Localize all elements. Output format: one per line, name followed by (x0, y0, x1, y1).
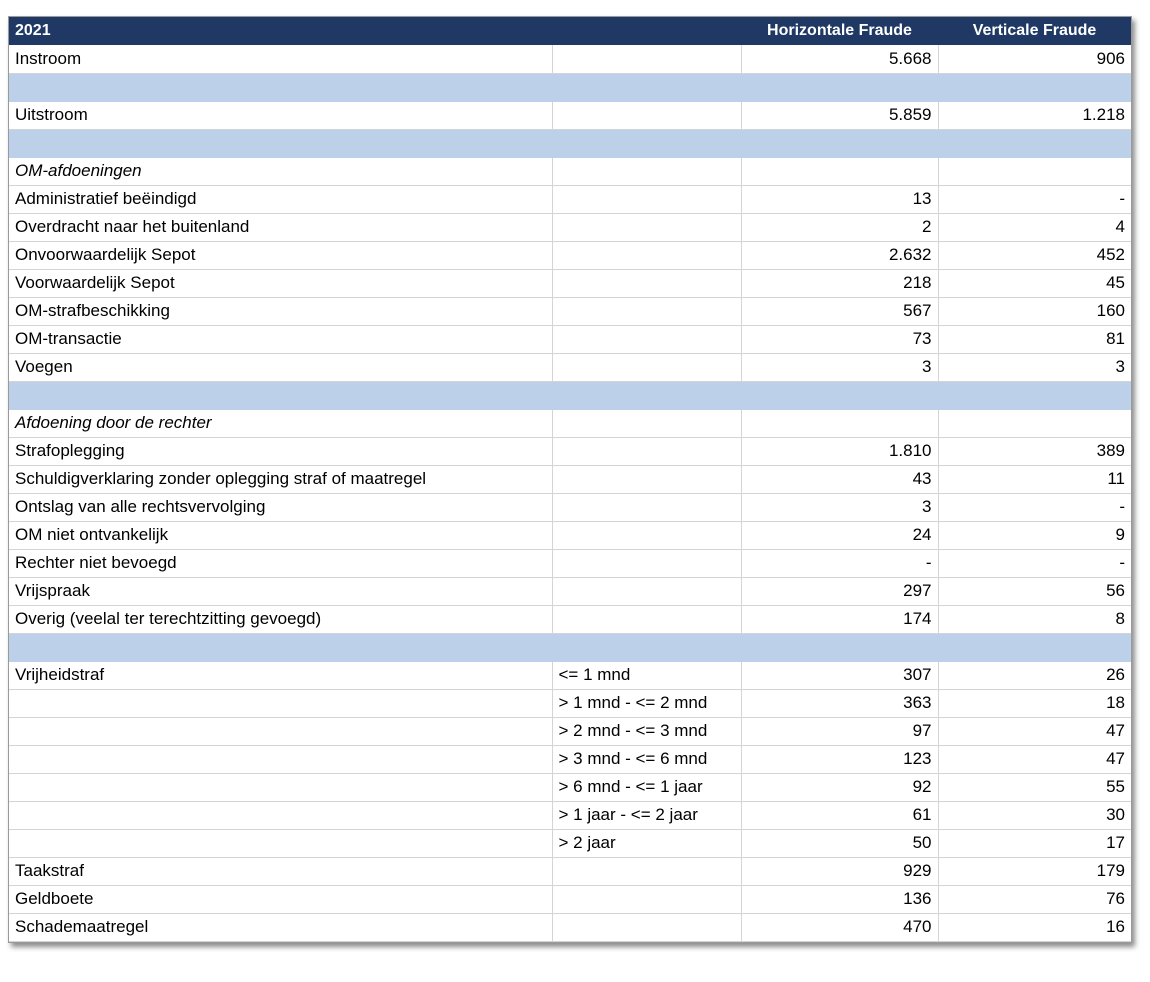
row-subcategory (552, 521, 741, 549)
row-label: Taakstraf (9, 857, 552, 885)
value-verticale-fraude: 11 (938, 465, 1131, 493)
row-subcategory (552, 885, 741, 913)
separator-cell (741, 633, 938, 661)
fraud-statistics-table (9, 17, 1131, 942)
value-horizontale-fraude: 174 (741, 605, 938, 633)
value-verticale-fraude: - (938, 185, 1131, 213)
separator-row (9, 73, 1131, 101)
value-horizontale-fraude: 3 (741, 353, 938, 381)
value-horizontale-fraude: 929 (741, 857, 938, 885)
header-year: 2021 (9, 17, 552, 45)
table-row (9, 521, 1131, 549)
row-subcategory (552, 45, 741, 73)
row-label: Administratief beëindigd (9, 185, 552, 213)
row-subcategory (552, 913, 741, 941)
table-body (9, 45, 1131, 941)
value-horizontale-fraude: 363 (741, 689, 938, 717)
value-verticale-fraude: 179 (938, 857, 1131, 885)
value-verticale-fraude: - (938, 493, 1131, 521)
table-row (9, 437, 1131, 465)
value-verticale-fraude: 389 (938, 437, 1131, 465)
value-horizontale-fraude (741, 409, 938, 437)
row-label (9, 689, 552, 717)
value-verticale-fraude: 30 (938, 801, 1131, 829)
value-verticale-fraude: - (938, 549, 1131, 577)
separator-cell (938, 381, 1131, 409)
table-row (9, 689, 1131, 717)
value-horizontale-fraude: 43 (741, 465, 938, 493)
separator-row (9, 633, 1131, 661)
separator-cell (938, 129, 1131, 157)
value-verticale-fraude: 906 (938, 45, 1131, 73)
table-row (9, 745, 1131, 773)
row-subcategory: > 6 mnd - <= 1 jaar (552, 773, 741, 801)
row-label: Geldboete (9, 885, 552, 913)
value-verticale-fraude: 45 (938, 269, 1131, 297)
separator-cell (741, 381, 938, 409)
value-horizontale-fraude: 307 (741, 661, 938, 689)
row-label: Voorwaardelijk Sepot (9, 269, 552, 297)
value-verticale-fraude (938, 409, 1131, 437)
row-subcategory (552, 409, 741, 437)
value-verticale-fraude (938, 157, 1131, 185)
separator-cell (552, 73, 741, 101)
value-verticale-fraude: 16 (938, 913, 1131, 941)
value-horizontale-fraude: 136 (741, 885, 938, 913)
row-label: Overdracht naar het buitenland (9, 213, 552, 241)
row-label: Vrijheidstraf (9, 661, 552, 689)
value-verticale-fraude: 47 (938, 717, 1131, 745)
value-verticale-fraude: 1.218 (938, 101, 1131, 129)
separator-cell (741, 73, 938, 101)
value-horizontale-fraude: 13 (741, 185, 938, 213)
row-label: Uitstroom (9, 101, 552, 129)
row-subcategory (552, 577, 741, 605)
table-row (9, 913, 1131, 941)
row-subcategory (552, 269, 741, 297)
value-horizontale-fraude: 470 (741, 913, 938, 941)
table-row (9, 661, 1131, 689)
value-verticale-fraude: 55 (938, 773, 1131, 801)
value-verticale-fraude: 56 (938, 577, 1131, 605)
separator-cell (938, 73, 1131, 101)
separator-cell (552, 381, 741, 409)
table-row (9, 773, 1131, 801)
value-verticale-fraude: 452 (938, 241, 1131, 269)
table-row (9, 269, 1131, 297)
table-row (9, 885, 1131, 913)
value-verticale-fraude: 8 (938, 605, 1131, 633)
value-horizontale-fraude: 2.632 (741, 241, 938, 269)
separator-cell (552, 129, 741, 157)
row-label: OM-afdoeningen (9, 157, 552, 185)
row-subcategory (552, 185, 741, 213)
row-label (9, 829, 552, 857)
value-horizontale-fraude: 218 (741, 269, 938, 297)
row-subcategory: > 1 jaar - <= 2 jaar (552, 801, 741, 829)
row-subcategory (552, 605, 741, 633)
value-horizontale-fraude: 1.810 (741, 437, 938, 465)
row-subcategory (552, 325, 741, 353)
table-row (9, 857, 1131, 885)
row-label: Vrijspraak (9, 577, 552, 605)
table-row (9, 801, 1131, 829)
value-verticale-fraude: 18 (938, 689, 1131, 717)
table-row (9, 325, 1131, 353)
value-horizontale-fraude: 297 (741, 577, 938, 605)
table-row (9, 717, 1131, 745)
value-horizontale-fraude: 5.668 (741, 45, 938, 73)
row-subcategory (552, 353, 741, 381)
value-verticale-fraude: 17 (938, 829, 1131, 857)
row-subcategory (552, 549, 741, 577)
row-label: Rechter niet bevoegd (9, 549, 552, 577)
table-row (9, 549, 1131, 577)
row-subcategory: > 2 mnd - <= 3 mnd (552, 717, 741, 745)
row-label: Schademaatregel (9, 913, 552, 941)
value-horizontale-fraude: - (741, 549, 938, 577)
row-label: OM-transactie (9, 325, 552, 353)
row-subcategory: <= 1 mnd (552, 661, 741, 689)
table-row (9, 353, 1131, 381)
row-label: OM niet ontvankelijk (9, 521, 552, 549)
table-row (9, 45, 1131, 73)
value-verticale-fraude: 3 (938, 353, 1131, 381)
table-row (9, 577, 1131, 605)
table-row (9, 185, 1131, 213)
value-horizontale-fraude: 97 (741, 717, 938, 745)
value-horizontale-fraude: 92 (741, 773, 938, 801)
row-label: Schuldigverklaring zonder oplegging straf of maatregel (9, 465, 552, 493)
row-subcategory (552, 297, 741, 325)
section-header-row (9, 157, 1131, 185)
row-subcategory (552, 437, 741, 465)
value-horizontale-fraude: 2 (741, 213, 938, 241)
value-horizontale-fraude (741, 157, 938, 185)
value-horizontale-fraude: 123 (741, 745, 938, 773)
value-verticale-fraude: 76 (938, 885, 1131, 913)
row-label: Voegen (9, 353, 552, 381)
table-row (9, 605, 1131, 633)
row-subcategory (552, 241, 741, 269)
fraud-statistics-sheet (8, 16, 1132, 943)
row-label: Ontslag van alle rechtsvervolging (9, 493, 552, 521)
row-subcategory: > 3 mnd - <= 6 mnd (552, 745, 741, 773)
separator-row (9, 381, 1131, 409)
row-label (9, 773, 552, 801)
value-horizontale-fraude: 3 (741, 493, 938, 521)
row-subcategory (552, 493, 741, 521)
separator-cell (9, 633, 552, 661)
header-horizontale-fraude: Horizontale Fraude (741, 17, 938, 45)
header-verticale-fraude: Verticale Fraude (938, 17, 1131, 45)
row-subcategory: > 1 mnd - <= 2 mnd (552, 689, 741, 717)
row-label (9, 801, 552, 829)
value-horizontale-fraude: 50 (741, 829, 938, 857)
table-row (9, 297, 1131, 325)
separator-row (9, 129, 1131, 157)
row-label (9, 745, 552, 773)
row-label: Instroom (9, 45, 552, 73)
row-subcategory: > 2 jaar (552, 829, 741, 857)
row-subcategory (552, 213, 741, 241)
table-row (9, 101, 1131, 129)
value-horizontale-fraude: 73 (741, 325, 938, 353)
table-header-row (9, 17, 1131, 45)
row-label: Overig (veelal ter terechtzitting gevoegd) (9, 605, 552, 633)
table-row (9, 829, 1131, 857)
value-verticale-fraude: 81 (938, 325, 1131, 353)
row-subcategory (552, 101, 741, 129)
section-header-row (9, 409, 1131, 437)
separator-cell (9, 73, 552, 101)
value-verticale-fraude: 26 (938, 661, 1131, 689)
separator-cell (741, 129, 938, 157)
table-row (9, 213, 1131, 241)
value-horizontale-fraude: 5.859 (741, 101, 938, 129)
row-subcategory (552, 465, 741, 493)
row-label: OM-strafbeschikking (9, 297, 552, 325)
value-verticale-fraude: 9 (938, 521, 1131, 549)
row-label: Onvoorwaardelijk Sepot (9, 241, 552, 269)
value-verticale-fraude: 4 (938, 213, 1131, 241)
row-label: Afdoening door de rechter (9, 409, 552, 437)
value-verticale-fraude: 160 (938, 297, 1131, 325)
table-row (9, 493, 1131, 521)
row-subcategory (552, 857, 741, 885)
value-horizontale-fraude: 61 (741, 801, 938, 829)
value-horizontale-fraude: 24 (741, 521, 938, 549)
row-label: Strafoplegging (9, 437, 552, 465)
table-row (9, 241, 1131, 269)
header-subcategory (552, 17, 741, 45)
row-subcategory (552, 157, 741, 185)
value-verticale-fraude: 47 (938, 745, 1131, 773)
separator-cell (938, 633, 1131, 661)
value-horizontale-fraude: 567 (741, 297, 938, 325)
table-row (9, 465, 1131, 493)
row-label (9, 717, 552, 745)
separator-cell (9, 129, 552, 157)
separator-cell (9, 381, 552, 409)
separator-cell (552, 633, 741, 661)
